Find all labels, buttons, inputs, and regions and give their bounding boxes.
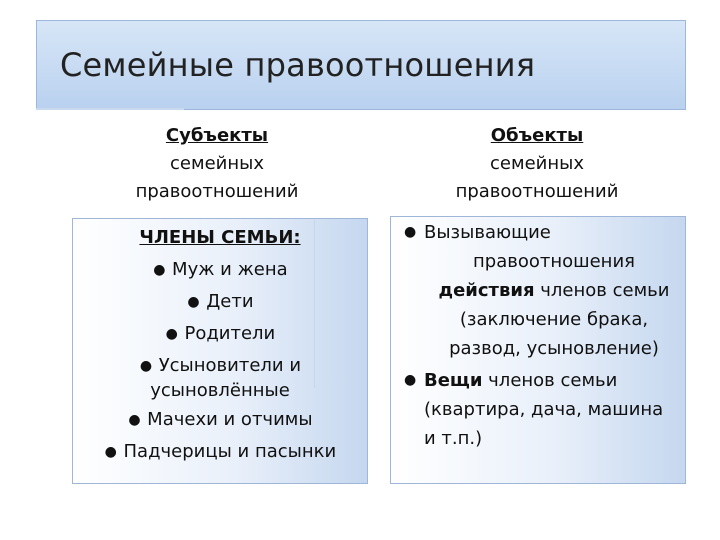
list-item-bold: Вещи [424,370,483,391]
objects-heading-line2: семейных [490,153,584,174]
bullet-dot-icon: ● [404,224,417,240]
list-item-text [424,366,684,395]
subjects-heading-line3: правоотношений [135,181,299,202]
subjects-heading-line2: семейных [170,153,264,174]
subjects-heading-label: Субъекты [165,125,269,146]
bullet-dot-icon: ● [139,358,153,374]
bullet-dot-icon: ● [153,262,166,278]
list-item-text: Усыновители и [158,355,302,376]
bullet-dot-icon: ● [404,372,417,388]
slide-title: Семейные правоотношения [60,46,536,84]
list-item-text: и т.п.) [424,428,483,449]
list-item-continuation: усыновлённые [150,380,290,401]
list-item [80,436,360,468]
list-item-text: Мачехи и отчимы [147,409,313,430]
list-item-rest: членов семьи [534,280,670,301]
list-item [80,350,360,404]
list-item [398,218,684,363]
title-underline [36,108,184,110]
list-item-text: (заключение брака, [459,309,649,330]
bullet-dot-icon: ● [165,326,178,342]
list-item-text: правоотношения [473,251,635,272]
family-members-list [80,222,360,468]
list-item-text [424,276,684,305]
list-item-bold: действия [438,280,535,301]
list-item [80,318,360,350]
family-members-title: ЧЛЕНЫ СЕМЬИ: [139,227,301,248]
list-item-text: Родители [184,323,276,344]
list-item-rest: членов семьи [482,370,618,391]
objects-heading-line3: правоотношений [455,181,619,202]
list-item-text: Дети [206,291,254,312]
list-item-text: Падчерицы и пасынки [123,441,337,462]
subjects-heading [92,122,342,206]
bullet-dot-icon: ● [128,412,141,428]
list-item-text: Муж и жена [172,259,288,280]
list-item-text: (квартира, дача, машина [424,399,664,420]
list-item [80,286,360,318]
list-item [80,254,360,286]
list-item [398,366,684,453]
bullet-dot-icon: ● [104,444,117,460]
objects-heading-label: Объекты [490,125,584,146]
list-item-text: Вызывающие [424,222,551,243]
objects-list [398,218,684,453]
list-item-text: развод, усыновление) [449,338,659,359]
bullet-dot-icon: ● [187,294,200,310]
list-item [80,404,360,436]
objects-heading [392,122,682,206]
